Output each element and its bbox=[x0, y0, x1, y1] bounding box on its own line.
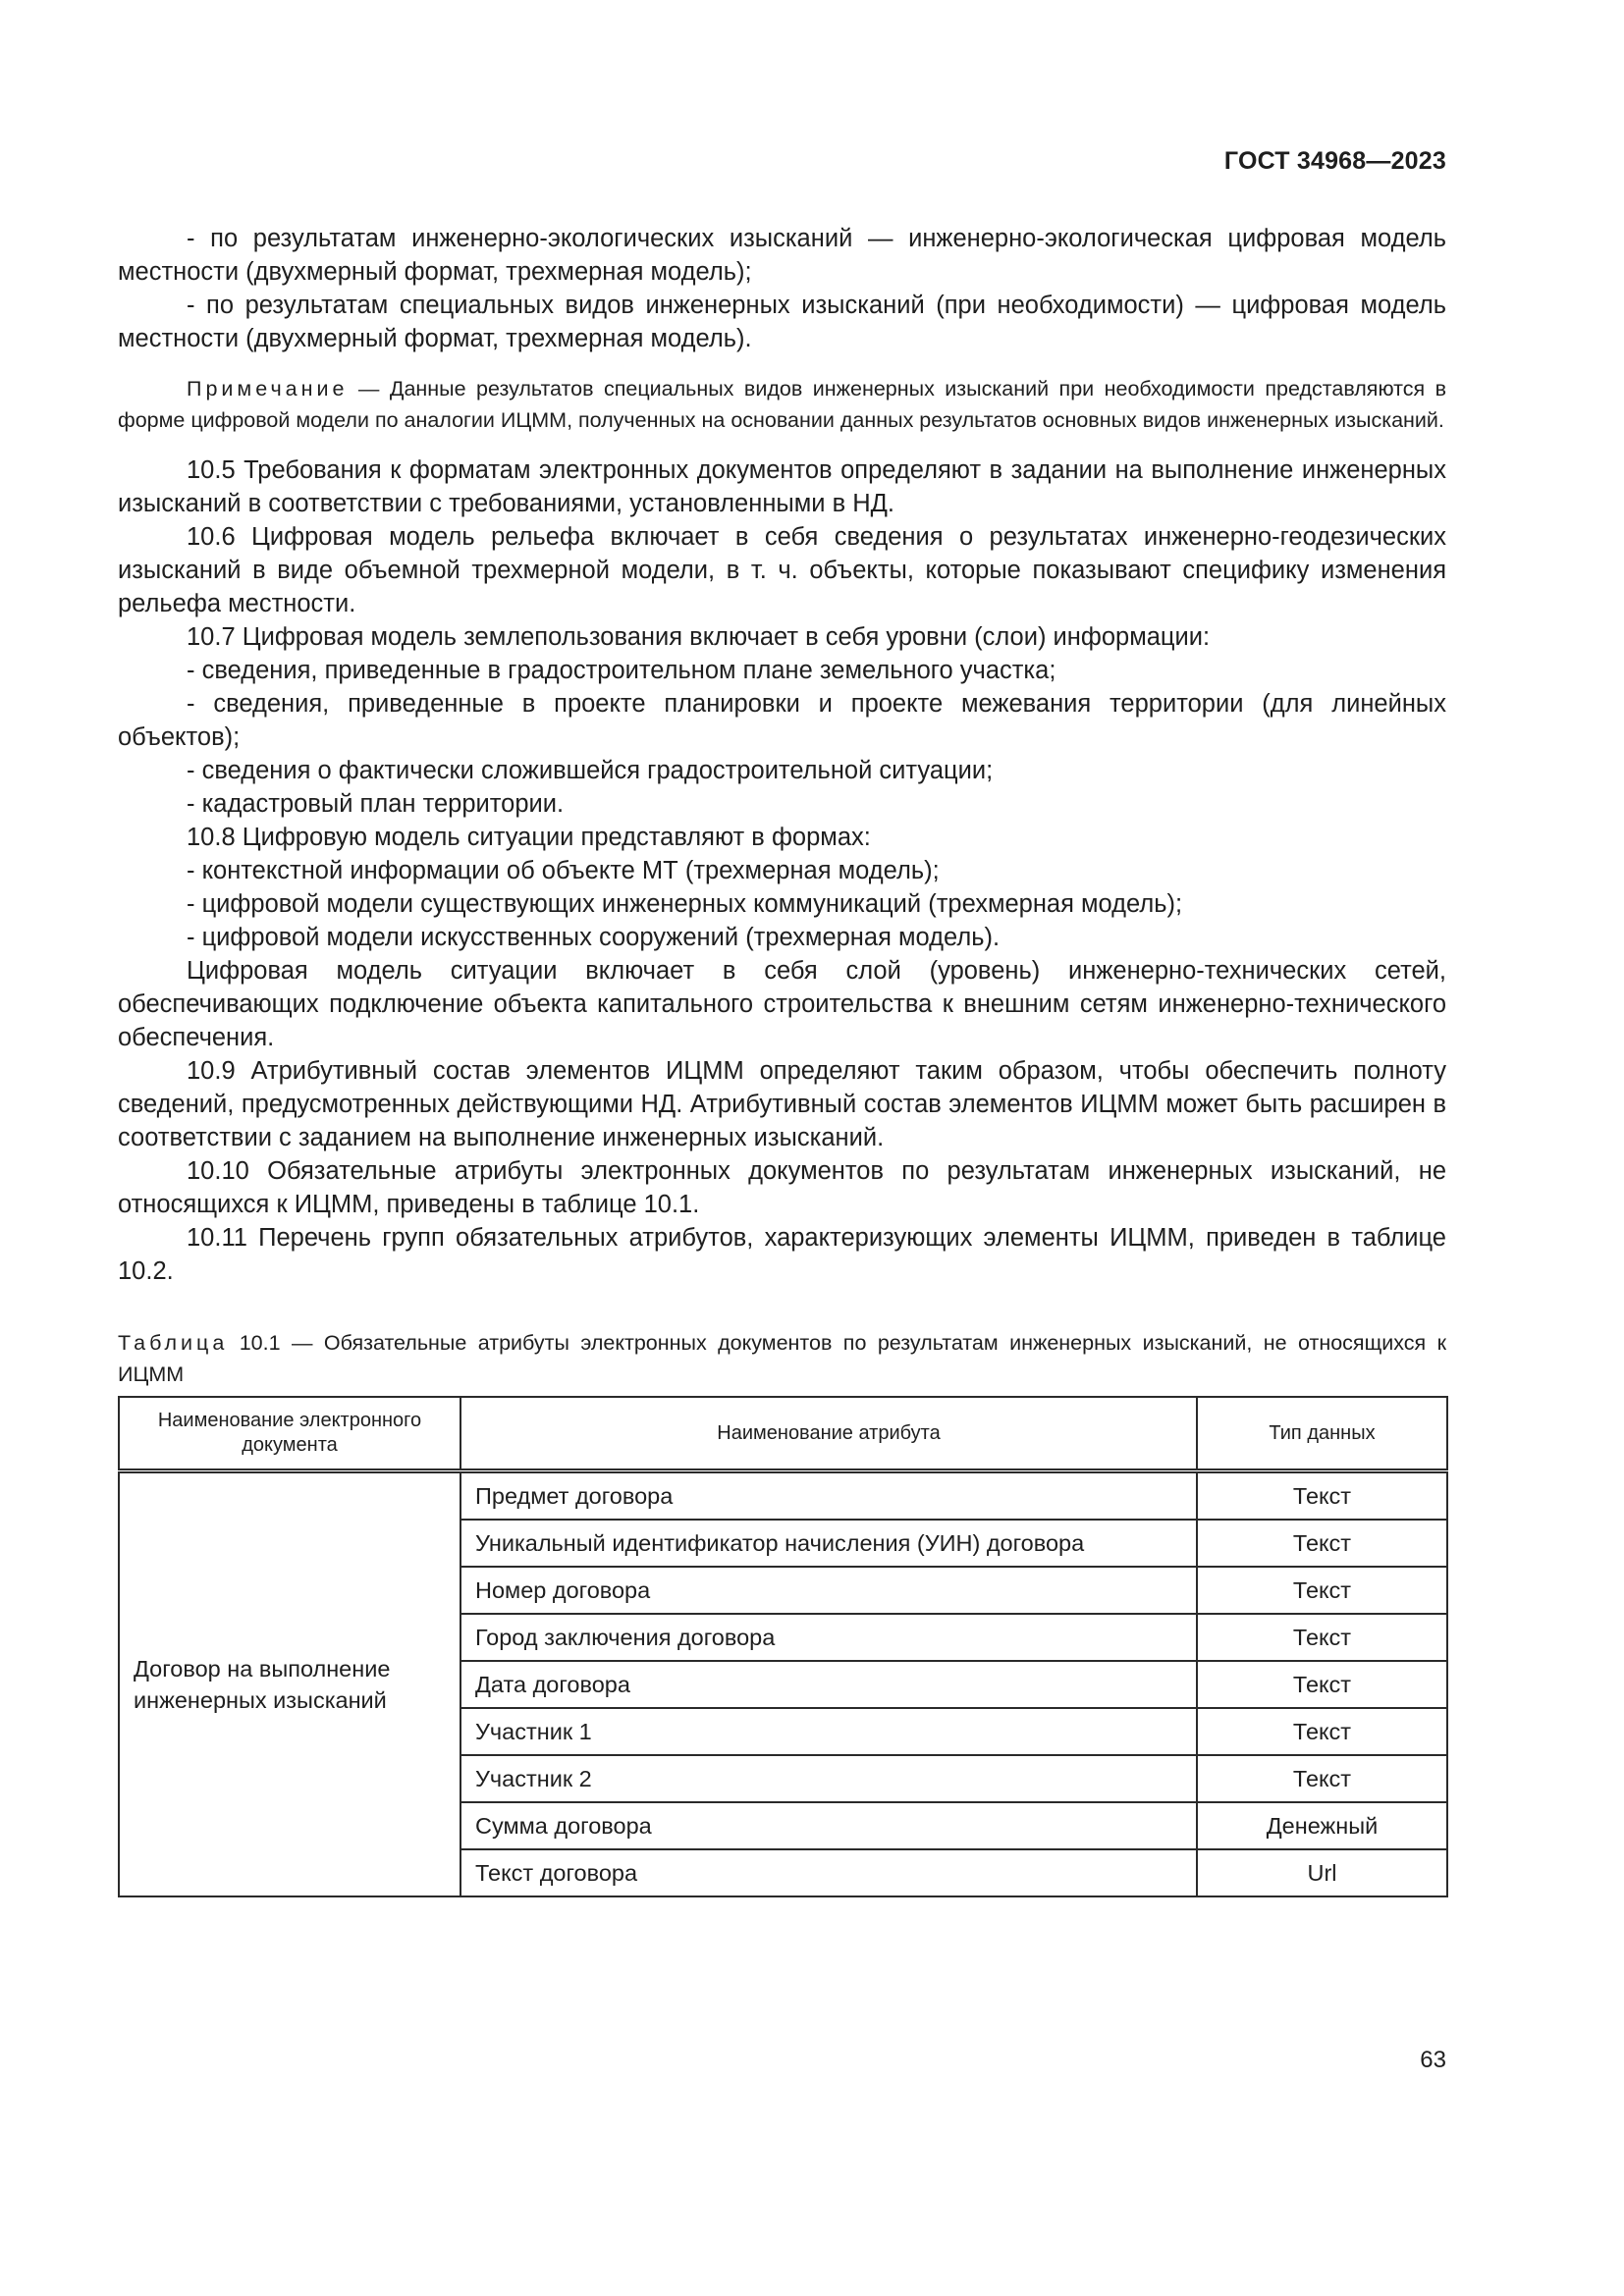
list-item: - сведения, приведенные в градостроительном плане земельного участка; bbox=[187, 657, 1056, 684]
attributes-table bbox=[118, 1396, 1448, 1897]
attribute-cell: Участник 1 bbox=[460, 1708, 1197, 1755]
list-item: - цифровой модели существующих инженерных коммуникаций (трехмерная модель); bbox=[187, 890, 1183, 918]
list-item: - контекстной информации об объекте МТ (трехмерная модель); bbox=[187, 857, 940, 884]
type-cell: Текст bbox=[1197, 1567, 1447, 1614]
attribute-cell: Участник 2 bbox=[460, 1755, 1197, 1802]
attribute-cell: Предмет договора bbox=[460, 1471, 1197, 1521]
list-item: - сведения, приведенные в проекте планировки и проекте межевания территории (для линейных объектов); bbox=[118, 690, 1446, 751]
attribute-cell: Сумма договора bbox=[460, 1802, 1197, 1849]
header-doc-name: Наименование электронного документа bbox=[119, 1397, 460, 1471]
type-cell: Текст bbox=[1197, 1708, 1447, 1755]
header-attribute: Наименование атрибута bbox=[460, 1397, 1197, 1471]
standard-number: ГОСТ 34968—2023 bbox=[1223, 147, 1446, 175]
paragraph-10-11: 10.11 Перечень групп обязательных атрибутов, характеризующих элементы ИЦММ, приведен в таблице 10.2. bbox=[118, 1224, 1446, 1285]
paragraph-10-10: 10.10 Обязательные атрибуты электронных документов по результатам инженерных изысканий, не относящихся к ИЦММ, приведены в таблице 10.1. bbox=[118, 1157, 1446, 1218]
note bbox=[118, 373, 1446, 436]
attribute-cell: Дата договора bbox=[460, 1661, 1197, 1708]
list-item: - кадастровый план территории. bbox=[187, 790, 565, 818]
attribute-cell: Номер договора bbox=[460, 1567, 1197, 1614]
doc-name-cell: Договор на выполнение инженерных изысканий bbox=[119, 1471, 460, 1897]
paragraph-top-2: - по результатам специальных видов инженерных изысканий (при необходимости) — цифровая модель местности (двухмерный формат, трехмерная модель). bbox=[118, 292, 1446, 352]
paragraph-10-9: 10.9 Атрибутивный состав элементов ИЦММ определяют таким образом, чтобы обеспечить полноту сведений, предусмотренных действующими НД. Атрибутивный состав элементов ИЦММ может быть расширен в соответствии с заданием на выполнение инженерных изысканий. bbox=[118, 1057, 1446, 1151]
type-cell: Текст bbox=[1197, 1471, 1447, 1521]
type-cell: Текст bbox=[1197, 1614, 1447, 1661]
list-item: - цифровой модели искусственных сооружений (трехмерная модель). bbox=[187, 924, 1001, 951]
paragraph-10-8: 10.8 Цифровую модель ситуации представляют в формах: bbox=[187, 824, 871, 851]
page-number: 63 bbox=[1420, 2047, 1446, 2073]
type-cell: Url bbox=[1197, 1849, 1447, 1896]
type-cell: Денежный bbox=[1197, 1802, 1447, 1849]
table-caption-text: 10.1 — Обязательные атрибуты электронных документов по результатам инженерных изысканий, не относящихся к ИЦММ bbox=[118, 1331, 1446, 1386]
list-item: - сведения о фактически сложившейся градостроительной ситуации; bbox=[187, 757, 994, 784]
paragraph-top-1: - по результатам инженерно-экологических изысканий — инженерно-экологическая цифровая модель местности (двухмерный формат, трехмерная модель); bbox=[118, 225, 1446, 286]
attribute-cell: Текст договора bbox=[460, 1849, 1197, 1896]
note-label: Примечание bbox=[187, 377, 349, 400]
paragraph-10-6: 10.6 Цифровая модель рельефа включает в себя сведения о результатах инженерно-геодезических изысканий в виде объемной трехмерной модели, в т. ч. объекты, которые показывают специфику изменения рельефа местности. bbox=[118, 523, 1446, 617]
table-caption-label: Таблица bbox=[118, 1331, 229, 1355]
type-cell: Текст bbox=[1197, 1520, 1447, 1567]
attribute-cell: Уникальный идентификатор начисления (УИН) договора bbox=[460, 1520, 1197, 1567]
table-header-row bbox=[119, 1397, 1447, 1471]
attribute-cell: Город заключения договора bbox=[460, 1614, 1197, 1661]
header-data-type: Тип данных bbox=[1197, 1397, 1447, 1471]
type-cell: Текст bbox=[1197, 1755, 1447, 1802]
type-cell: Текст bbox=[1197, 1661, 1447, 1708]
table-row bbox=[119, 1471, 1447, 1521]
page-content bbox=[118, 222, 1446, 1897]
note-text: — Данные результатов специальных видов инженерных изысканий при необходимости представляются в форме цифровой модели по аналогии ИЦММ, полученных на основании данных результатов основных видов инженерных изысканий. bbox=[118, 377, 1446, 432]
paragraph-situation: Цифровая модель ситуации включает в себя слой (уровень) инженерно-технических сетей, обеспечивающих подключение объекта капитального строительства к внешним сетям инженерно-технического обеспечения. bbox=[118, 957, 1446, 1051]
table-caption bbox=[118, 1327, 1446, 1390]
paragraph-10-5: 10.5 Требования к форматам электронных документов определяют в задании на выполнение инженерных изысканий в соответствии с требованиями, установленными в НД. bbox=[118, 456, 1446, 517]
paragraph-10-7: 10.7 Цифровая модель землепользования включает в себя уровни (слои) информации: bbox=[187, 623, 1211, 651]
